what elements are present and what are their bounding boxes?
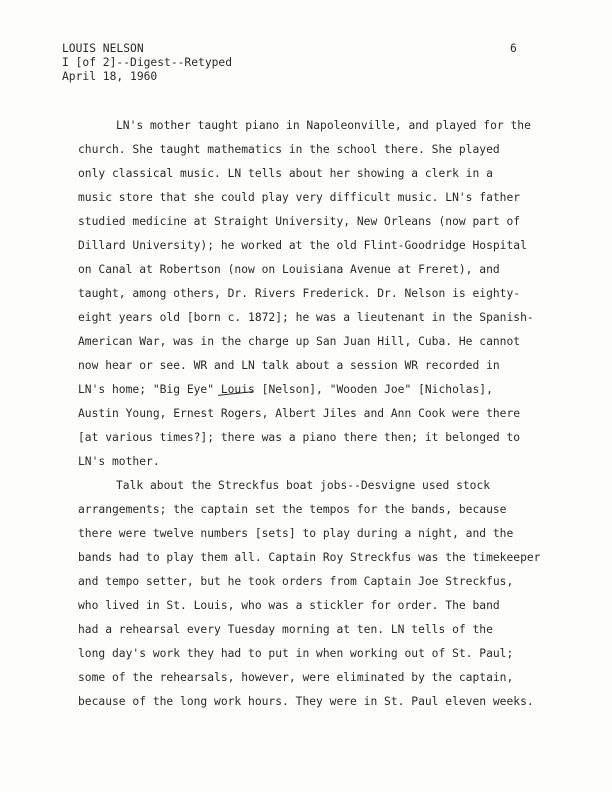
digest-body <box>78 114 541 714</box>
text-line: taught, among others, Dr. Rivers Frederick. Dr. Nelson is eighty- <box>78 287 521 300</box>
text-line: LN's mother taught piano in Napoleonville, and played for the <box>116 119 531 132</box>
text-line: church. She taught mathematics in the school there. She played <box>78 143 500 156</box>
reel-designation: I [of 2]--Digest--Retyped <box>62 56 233 69</box>
text-line: LN's mother. <box>78 455 160 468</box>
text-line: studied medicine at Straight University, New Orleans (now part of <box>78 215 521 228</box>
text-segment: [Nelson], "Wooden Joe" [Nicholas], <box>254 383 493 396</box>
text-line: music store that she could play very difficult music. LN's father <box>78 191 521 204</box>
text-line: Talk about the Streckfus boat jobs--Desvigne used stock <box>116 479 491 492</box>
text-line: American War, was in the charge up San Juan Hill, Cuba. He cannot <box>78 335 521 348</box>
text-line: had a rehearsal every Tuesday morning at ten. LN tells of the <box>78 623 493 636</box>
text-line: long day's work they had to put in when working out of St. Paul; <box>78 647 514 660</box>
text-line: because of the long work hours. They were in St. Paul eleven weeks. <box>78 695 534 708</box>
text-line <box>78 378 541 402</box>
text-line: now hear or see. WR and LN talk about a session WR recorded in <box>78 359 500 372</box>
text-line: arrangements; the captain set the tempos for the bands, because <box>78 503 507 516</box>
text-line: Dillard University); he worked at the old Flint-Goodridge Hospital <box>78 239 527 252</box>
text-line: only classical music. LN tells about her showing a clerk in a <box>78 167 493 180</box>
interviewee-name: LOUIS NELSON <box>62 42 144 55</box>
text-line: and tempo setter, but he took orders from Captain Joe Streckfus, <box>78 575 514 588</box>
text-line: some of the rehearsals, however, were eliminated by the captain, <box>78 671 514 684</box>
text-line: eight years old [born c. 1872]; he was a lieutenant in the Spanish- <box>78 311 534 324</box>
text-line: bands had to play them all. Captain Roy Streckfus was the timekeeper <box>78 551 541 564</box>
interview-date: April 18, 1960 <box>62 70 158 83</box>
document-header <box>62 42 232 84</box>
page-number: 6 <box>510 42 517 55</box>
text-line: Austin Young, Ernest Rogers, Albert Jiles and Ann Cook were there <box>78 407 521 420</box>
text-line: [at various times?]; there was a piano there then; it belonged to <box>78 431 521 444</box>
handwritten-underlined-word: Louis <box>220 383 255 396</box>
text-line: who lived in St. Louis, who was a stickler for order. The band <box>78 599 500 612</box>
text-line: on Canal at Robertson (now on Louisiana Avenue at Freret), and <box>78 263 500 276</box>
text-segment: LN's home; "Big Eye" <box>78 383 221 396</box>
text-line: there were twelve numbers [sets] to play during a night, and the <box>78 527 514 540</box>
